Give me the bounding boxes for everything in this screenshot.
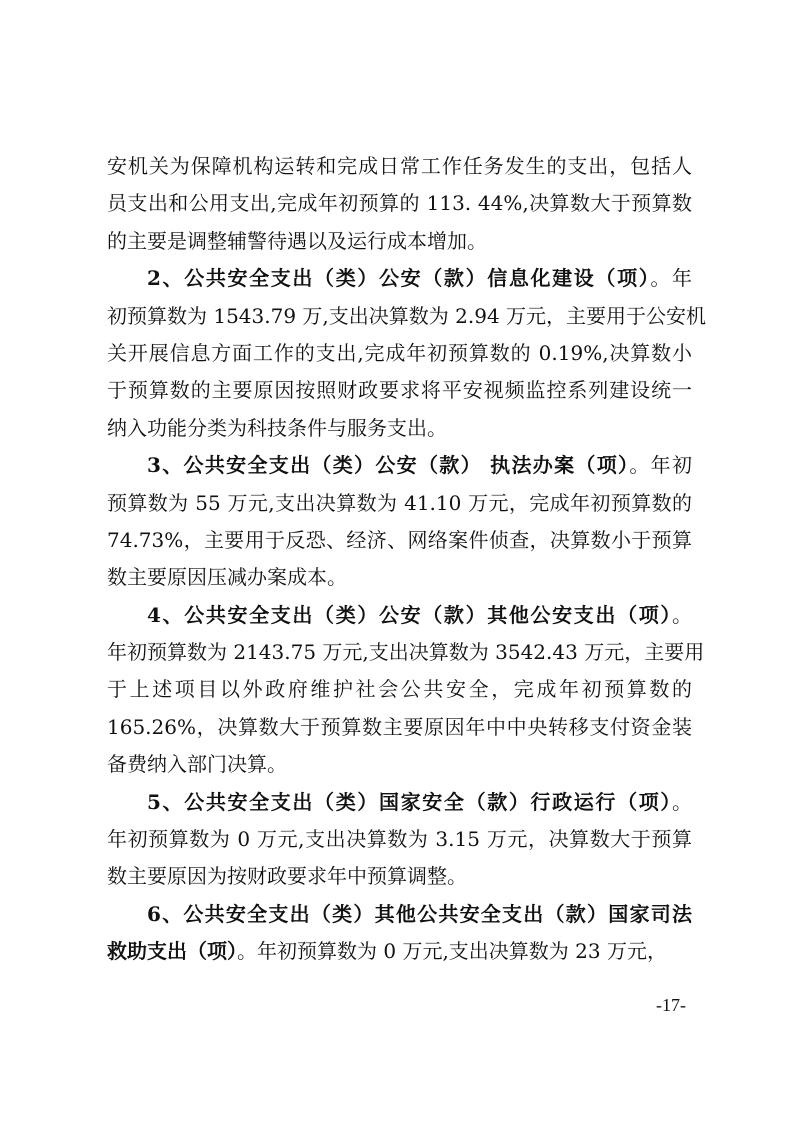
section-heading: 2、公共安全支出（类）公安（款）信息化建设（项）	[147, 266, 651, 291]
text-line: 预算数为 55 万元,支出决算数为 41.10 万元，完成年初预算数的	[107, 490, 692, 515]
page-number: -17-	[656, 995, 686, 1015]
section-heading: 6、公共安全支出（类）其他公共安全支出（款）国家司法	[147, 901, 692, 926]
text-run: 。	[672, 602, 692, 627]
text-run: 。年	[650, 266, 693, 291]
section-heading-continued: 救助支出（项）	[107, 939, 237, 964]
text-line: 关开展信息方面工作的支出,完成年初预算数的 0.19%,决算数小	[107, 340, 692, 365]
text-run: 。年初	[629, 453, 692, 478]
text-line: 备费纳入部门决算。	[107, 752, 287, 777]
section-heading-line	[107, 896, 692, 933]
section-heading-line	[107, 784, 692, 821]
text-run: 。	[672, 789, 692, 814]
text-line: 数主要原因为按财政要求年中预算调整。	[107, 864, 467, 889]
section-heading-line	[107, 447, 692, 484]
section-heading-line	[107, 597, 692, 634]
section-heading: 3、公共安全支出（类）公安（款） 执法办案（项）	[147, 453, 630, 478]
text-line: 初预算数为 1543.79 万,支出决算数为 2.94 万元，主要用于公安机	[107, 303, 707, 328]
section-heading-line	[107, 260, 692, 297]
text-line: 于预算数的主要原因按照财政要求将平安视频监控系列建设统一	[107, 378, 692, 403]
text-line: 于上述项目以外政府维护社会公共安全，完成年初预算数的	[107, 677, 692, 702]
text-line: 数主要原因压减办案成本。	[107, 565, 347, 590]
text-run: 。年初预算数为 0 万元,支出决算数为 23 万元，	[237, 939, 667, 964]
section-heading-line	[107, 933, 692, 970]
text-line: 员支出和公用支出,完成年初预算的 113. 44%,决算数大于预算数	[107, 191, 692, 216]
text-line: 年初预算数为 2143.75 万元,支出决算数为 3542.43 万元，主要用	[107, 640, 705, 665]
section-heading: 4、公共安全支出（类）公安（款）其他公安支出（项）	[147, 602, 672, 627]
text-line: 74.73%，主要用于反恐、经济、网络案件侦查，决算数小于预算	[107, 527, 692, 552]
section-heading: 5、公共安全支出（类）国家安全（款）行政运行（项）	[147, 789, 672, 814]
text-line: 的主要是调整辅警待遇以及运行成本增加。	[107, 228, 487, 253]
document-body	[107, 148, 707, 971]
text-line: 165.26%，决算数大于预算数主要原因年中中央转移支付资金装	[107, 714, 692, 739]
text-line: 纳入功能分类为科技条件与服务支出。	[107, 415, 447, 440]
text-line: 安机关为保障机构运转和完成日常工作任务发生的支出，包括人	[107, 154, 692, 178]
text-line: 年初预算数为 0 万元,支出决算数为 3.15 万元，决算数大于预算	[107, 827, 692, 852]
